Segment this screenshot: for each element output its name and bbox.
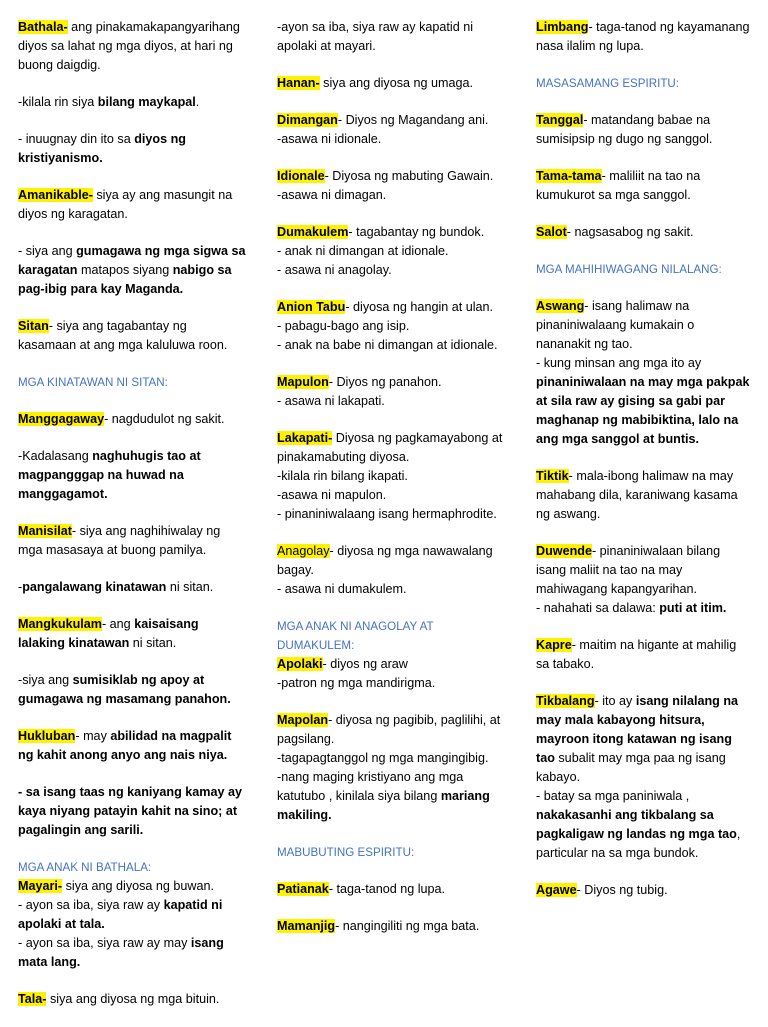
note-amanikable-1 — [18, 242, 246, 299]
def-tiktik: - mala-ibong halimaw na may mahabang dila, karaniwang kasama ng aswang. — [536, 469, 738, 521]
entry-apolaki — [277, 655, 509, 693]
def-mapolan: - diyosa ng pagibib, paglilihi, at pagsilang. — [277, 713, 501, 746]
note-manisilat-1 — [18, 578, 246, 597]
term-lakapati: Lakapati- — [277, 431, 333, 445]
text-bold: diyos ng kristiyanismo. — [18, 132, 186, 165]
text-bold: sumisiklab ng apoy at gumagawa ng masamang panahon. — [18, 673, 231, 706]
entry-mangkukulam — [18, 615, 246, 653]
entry-mapulon — [277, 373, 509, 411]
term-duwende: Duwende — [536, 544, 592, 558]
text-bold: pangalawang kinatawan — [22, 580, 167, 594]
entry-bathala — [18, 18, 246, 75]
note: -asawa ni dimagan. — [277, 188, 387, 202]
entry-lakapati — [277, 429, 509, 524]
note: - nahahati sa dalawa: — [536, 601, 660, 615]
text: -Kadalasang — [18, 449, 93, 463]
note: -patron ng mga mandirigma. — [277, 676, 436, 690]
term-dimangan: Dimangan — [277, 113, 338, 127]
def-manggagaway: - nagdudulot ng sakit. — [104, 412, 225, 426]
term-sitan: Sitan — [18, 319, 49, 333]
entry-mayari — [18, 877, 246, 896]
text-bold: abilidad na magpalit ng kahit anong anyo ang nais niya. — [18, 729, 232, 762]
term-tanggal: Tanggal — [536, 113, 584, 127]
note: - pabagu-bago ang isip. — [277, 319, 410, 333]
term-tikbalang: Tikbalang — [536, 694, 595, 708]
text-bold: gumagawa ng mga sigwa sa karagatan — [18, 244, 246, 277]
def-mayari: siya ang diyosa ng buwan. — [62, 879, 215, 893]
def-patianak: - taga-tanod ng lupa. — [328, 882, 446, 896]
section-heading-kinatawan: MGA KINATAWAN NI SITAN: — [18, 376, 168, 389]
text-bold: bilang maykapal — [97, 95, 196, 109]
text: -siya ang — [18, 673, 73, 687]
term-mapolan: Mapolan — [277, 713, 329, 727]
def-duwende: - pinaniniwalaan bilang isang maliit na tao na may mahiwagang kapangyarihan. — [536, 544, 721, 596]
term-aswang: Aswang — [536, 299, 585, 313]
text: ni sitan. — [166, 580, 214, 594]
term-mayari: Mayari- — [18, 879, 63, 893]
note: - asawa ni lakapati. — [277, 394, 385, 408]
term-anagolay: Anagolay — [277, 544, 330, 558]
def-dumakulem: - tagabantay ng bundok. — [348, 225, 485, 239]
note: - asawa ni dumakulem. — [277, 582, 407, 596]
def-tama-tama: - maliliit na tao na kumukurot sa mga sanggol. — [536, 169, 701, 202]
def-sitan: - siya ang tagabantay ng kasamaan at ang mga kaluluwa roon. — [18, 319, 228, 352]
note: - anak ni dimangan at idionale. — [277, 244, 449, 258]
note-bathala-1 — [18, 93, 246, 112]
text: - ayon sa iba, siya raw ay — [18, 898, 164, 912]
term-limbang: Limbang — [536, 20, 589, 34]
term-manggagaway: Manggagaway — [18, 412, 105, 426]
entry-agawe — [536, 881, 750, 900]
section-heading-mabubuting: MABUBUTING ESPIRITU: — [277, 846, 415, 859]
section-heading-anak-bathala: MGA ANAK NI BATHALA: — [18, 861, 152, 874]
term-tama-tama: Tama-tama — [536, 169, 602, 183]
term-manisilat: Manisilat — [18, 524, 72, 538]
term-dumakulem: Dumakulem — [277, 225, 349, 239]
term-tiktik: Tiktik — [536, 469, 569, 483]
term-amanikable: Amanikable- — [18, 188, 93, 202]
def-apolaki: - diyos ng araw — [322, 657, 408, 671]
def-anagolay: - diyosa ng mga nawawalang bagay. — [277, 544, 493, 577]
def-manisilat: - siya ang naghihiwalay ng mga masasaya at buong pamilya. — [18, 524, 221, 557]
entry-tala — [18, 990, 246, 1009]
text: . — [195, 95, 200, 109]
term-mapulon: Mapulon — [277, 375, 329, 389]
entry-idionale — [277, 167, 509, 205]
note: , particular na sa mga bundok. — [536, 827, 741, 860]
text-bold: naghuhugis tao at magpangggap na huwad na manggagamot. — [18, 449, 201, 501]
entry-hanan — [277, 74, 509, 93]
text: - ayon sa iba, siya raw ay may — [18, 936, 191, 950]
entry-salot — [536, 223, 750, 242]
def-aswang: - isang halimaw na pinaniniwalaang kumakain o nananakit ng tao. — [536, 299, 695, 351]
note-hukluban-1 — [18, 783, 246, 840]
term-salot: Salot — [536, 225, 567, 239]
text-bold: isang mata lang. — [18, 936, 224, 969]
note: -asawa ni mapulon. — [277, 488, 387, 502]
term-hanan: Hanan- — [277, 76, 320, 90]
entry-mapolan — [277, 711, 509, 825]
text-bold: kapatid ni apolaki at tala. — [18, 898, 223, 931]
note: - pinaniniwalaang isang hermaphrodite. — [277, 507, 497, 521]
def-mapulon: - Diyos ng panahon. — [328, 375, 442, 389]
entry-tanggal — [536, 111, 750, 149]
term-hukluban: Hukluban — [18, 729, 76, 743]
note: - anak na babe ni dimangan at idionale. — [277, 338, 498, 352]
text: - siya ang — [18, 244, 77, 258]
entry-patianak — [277, 880, 509, 899]
text-bold: mariang makiling. — [277, 789, 490, 822]
column-3 — [536, 18, 750, 918]
note: -asawa ni idionale. — [277, 132, 382, 146]
entry-amanikable — [18, 186, 246, 224]
def-mamanjig: - nangingiliti ng mga bata. — [335, 919, 480, 933]
def-amanikable: siya ay ang masungit na diyos ng karagatan. — [18, 188, 233, 221]
entry-anion-tabu — [277, 298, 509, 355]
entry-tikbalang — [536, 692, 750, 863]
entry-aswang — [536, 297, 750, 449]
entry-duwende — [536, 542, 750, 618]
entry-mamanjig — [277, 917, 509, 936]
text: - inuugnay din ito sa — [18, 132, 135, 146]
def-idionale: - Diyosa ng mabuting Gawain. — [324, 169, 494, 183]
text-bold: isang nilalang na may mala kabayong hitsura, mayroon itong katawan ng isang tao — [536, 694, 739, 765]
note-bathala-2 — [18, 130, 246, 168]
text: ni sitan. — [129, 636, 177, 650]
term-tala: Tala- — [18, 992, 47, 1006]
term-mangkukulam: Mangkukulam — [18, 617, 102, 631]
text: - ang — [101, 617, 135, 631]
note-mayari-1 — [18, 896, 246, 934]
entry-hukluban — [18, 727, 246, 765]
note: -kilala rin bilang ikapati. — [277, 469, 408, 483]
column-1 — [18, 18, 246, 1027]
text-bold: nakakasanhi ang tikbalang sa pagkaligaw ng landas ng mga tao — [536, 808, 737, 841]
text-bold: puti at itim. — [659, 601, 727, 615]
section-heading-mahihiwagang: MGA MAHIHIWAGANG NILALANG: — [536, 263, 722, 276]
text: - may — [75, 729, 111, 743]
text: matapos siyang — [77, 263, 173, 277]
term-kapre: Kapre — [536, 638, 572, 652]
text: subalit may mga paa ng isang kabayo. — [536, 751, 726, 784]
note-tala-1: -ayon sa iba, siya raw ay kapatid ni apolaki at mayari. — [277, 20, 474, 53]
note: - asawa ni anagolay. — [277, 263, 392, 277]
def-bathala: ang pinakamakapangyarihang diyos sa lahat ng mga diyos, at hari ng buong daigdig. — [18, 20, 240, 72]
text-bold: nabigo sa pag-ibig para kay Maganda. — [18, 263, 232, 296]
text-bold: - sa isang taas ng kaniyang kamay ay kaya niyang patayin kahit na sino; at pagalingin ang sarili. — [18, 785, 242, 837]
term-mamanjig: Mamanjig — [277, 919, 336, 933]
term-anion-tabu: Anion Tabu — [277, 300, 346, 314]
note: -tagapagtanggol ng mga mangingibig. — [277, 751, 489, 765]
note-mangkukulam-1 — [18, 671, 246, 709]
note-manggagaway-1 — [18, 447, 246, 504]
def-salot: - nagsasabog ng sakit. — [566, 225, 694, 239]
column-2 — [277, 18, 509, 954]
text: -kilala rin siya — [18, 95, 98, 109]
entry-sitan — [18, 317, 246, 355]
def-kapre: - maitim na higante at mahilig sa tabako. — [536, 638, 737, 671]
entry-dimangan — [277, 111, 509, 149]
term-apolaki: Apolaki — [277, 657, 323, 671]
term-patianak: Patianak — [277, 882, 329, 896]
text: - ito ay — [594, 694, 636, 708]
entry-manggagaway — [18, 410, 246, 429]
def-limbang: - taga-tanod ng kayamanang nasa ilalim ng lupa. — [536, 20, 750, 53]
entry-manisilat — [18, 522, 246, 560]
entry-tama-tama — [536, 167, 750, 205]
entry-limbang — [536, 18, 750, 56]
entry-tiktik — [536, 467, 750, 524]
def-tala: siya ang diyosa ng mga bituin. — [46, 992, 220, 1006]
def-tanggal: - matandang babae na sumisipsip ng dugo ng sanggol. — [536, 113, 713, 146]
section-heading-masasamang: MASASAMANG ESPIRITU: — [536, 77, 680, 90]
term-agawe: Agawe — [536, 883, 577, 897]
text-bold: pinaniniwalaan na may mga pakpak at sila raw ay gising sa gabi par maghanap ng mabibiktina, lalo na ang mga sanggol at buntis. — [536, 375, 750, 446]
section-heading-anak-anagolay: MGA ANAK NI ANAGOLAY AT DUMAKULEM: — [277, 620, 434, 652]
note: - kung minsan ang mga ito ay — [536, 356, 702, 370]
def-anion-tabu: - diyosa ng hangin at ulan. — [345, 300, 494, 314]
def-lakapati: Diyosa ng pagkamayabong at pinakamabuting diyosa. — [277, 431, 503, 464]
entry-anagolay — [277, 542, 509, 599]
note: -nang maging kristiyano ang mga katutubo , kinilala siya bilang — [277, 770, 464, 803]
def-dimangan: - Diyos ng Magandang ani. — [337, 113, 489, 127]
def-agawe: - Diyos ng tubig. — [576, 883, 668, 897]
def-hanan: siya ang diyosa ng umaga. — [319, 76, 474, 90]
entry-kapre — [536, 636, 750, 674]
entry-dumakulem — [277, 223, 509, 280]
text: - — [18, 580, 23, 594]
note-mayari-2 — [18, 934, 246, 972]
note: - batay sa mga paniniwala , — [536, 789, 690, 803]
term-bathala: Bathala- — [18, 20, 68, 34]
text-bold: kaisaisang lalaking kinatawan — [18, 617, 199, 650]
term-idionale: Idionale — [277, 169, 325, 183]
